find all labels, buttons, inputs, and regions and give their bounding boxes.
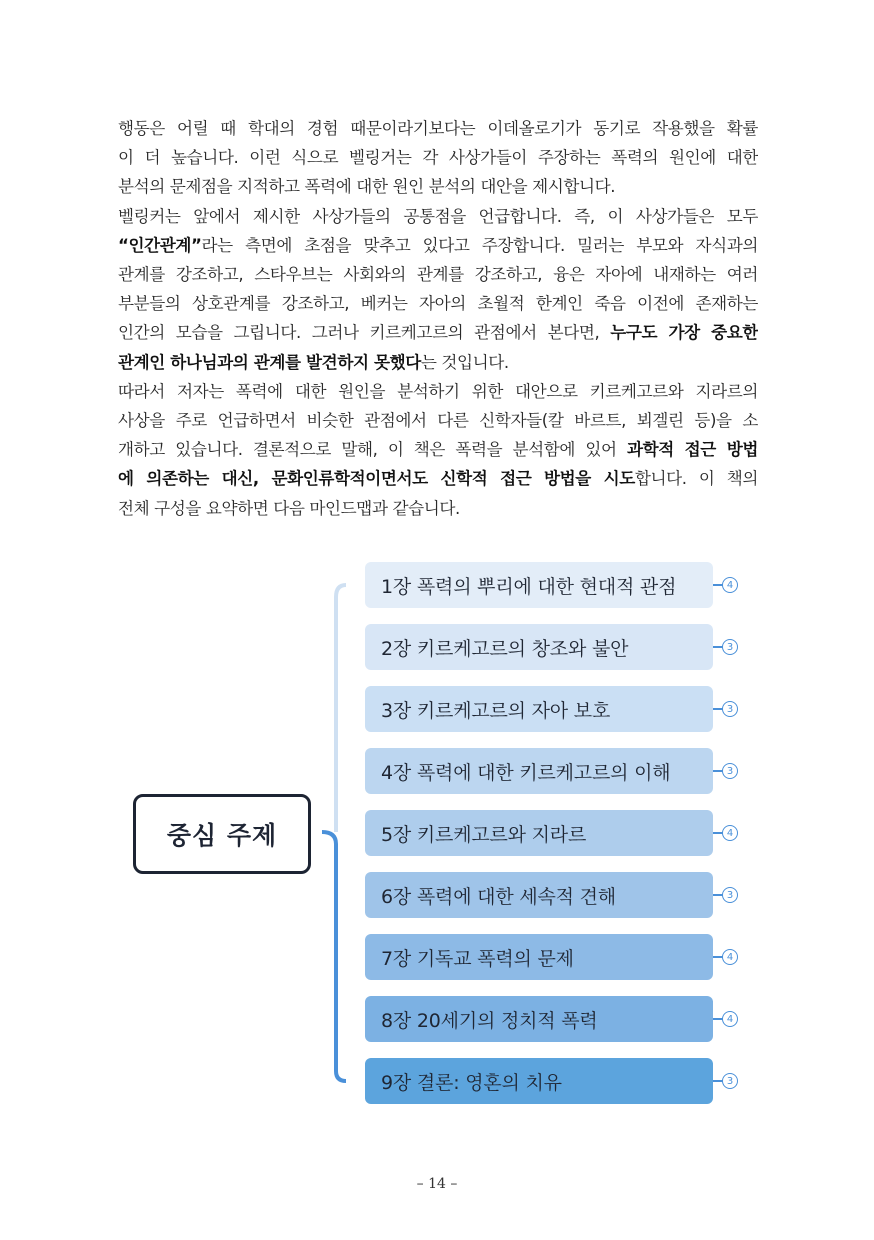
chapter-node[interactable]: 5장 키르케고르와 지라르 <box>365 810 713 856</box>
subtopic-count-badge[interactable]: 3 <box>722 887 738 903</box>
chapter-node[interactable]: 1장 폭력의 뿌리에 대한 현대적 관점 <box>365 562 713 608</box>
emphasis-text: 누구도 가장 중요한 <box>610 323 758 343</box>
text-span: 벨링커는 앞에서 제시한 사상가들의 공통점을 언급합니다. 즉, 이 사상가들은 모두 <box>118 206 758 226</box>
text-span: 행동은 어릴 때 학대의 경험 때문이라기보다는 이데올로기가 동기로 작용했을 확률 <box>118 119 758 138</box>
subtopic-count-badge[interactable]: 4 <box>722 1011 738 1027</box>
emphasis-text: 과학적 접근 방법 <box>626 440 758 460</box>
text-span: 부분들의 상호관계를 강조하고, 베커는 자아의 초월적 한계인 죽음 이전에 존재하는 <box>118 294 758 314</box>
text-span: 분석의 문제점을 지적하고 폭력에 대한 원인 분석의 대안을 제시합니다. <box>118 177 616 197</box>
subtopic-count-badge[interactable]: 4 <box>722 577 738 593</box>
chapter-node[interactable]: 2장 키르케고르의 창조와 불안 <box>365 624 713 670</box>
chapter-node[interactable]: 9장 결론: 영혼의 치유 <box>365 1058 713 1104</box>
subtopic-count-badge[interactable]: 4 <box>722 825 738 841</box>
emphasis-text: “인간관계” <box>118 235 202 255</box>
text-span: 이 더 높습니다. 이런 식으로 벨링거는 각 사상가들이 주장하는 폭력의 원인에 대한 <box>118 148 758 168</box>
central-topic[interactable]: 중심 주제 <box>133 794 311 874</box>
chapter-node[interactable]: 7장 기독교 폭력의 문제 <box>365 934 713 980</box>
text-span: 합니다. 이 책의 <box>634 469 758 489</box>
subtopic-count-badge[interactable]: 3 <box>722 1073 738 1089</box>
chapter-node[interactable]: 3장 키르케고르의 자아 보호 <box>365 686 713 732</box>
text-span: 따라서 저자는 폭력에 대한 원인을 분석하기 위한 대안으로 키르케고르와 지라르의 <box>118 381 758 401</box>
chapter-node[interactable]: 4장 폭력에 대한 키르케고르의 이해 <box>365 748 713 794</box>
text-span: 사상을 주로 언급하면서 비슷한 관점에서 다른 신학자들(칼 바르트, 뵈겔린 등)을 소 <box>118 411 758 431</box>
chapter-node[interactable]: 6장 폭력에 대한 세속적 견해 <box>365 872 713 918</box>
chapter-node[interactable]: 8장 20세기의 정치적 폭력 <box>365 996 713 1042</box>
subtopic-count-badge[interactable]: 3 <box>722 701 738 717</box>
subtopic-count-badge[interactable]: 4 <box>722 949 738 965</box>
subtopic-count-badge[interactable]: 3 <box>722 763 738 779</box>
subtopic-count-badge[interactable]: 3 <box>722 639 738 655</box>
text-span: 인간의 모습을 그립니다. 그러나 키르케고르의 관점에서 본다면, <box>118 323 611 343</box>
text-span: 개하고 있습니다. 결론적으로 말해, 이 책은 폭력을 분석함에 있어 <box>118 440 627 460</box>
text-span: 라는 측면에 초점을 맞추고 있다고 주장합니다. 밀러는 부모와 자식과의 <box>201 235 758 255</box>
emphasis-text: 에 의존하는 대신, 문화인류학적이면서도 신학적 접근 방법을 시도 <box>118 469 635 489</box>
emphasis-text: 관계인 하나님과의 관계를 발견하지 못했다 <box>118 352 421 372</box>
text-span: 전체 구성을 요약하면 다음 마인드맵과 같습니다. <box>118 498 460 518</box>
text-span: 관계를 강조하고, 스타우브는 사회와의 관계를 강조하고, 융은 자아에 내재하는 여러 <box>118 265 758 285</box>
page-number: – 14 – <box>416 1176 458 1192</box>
text-span: 는 것입니다. <box>420 352 509 372</box>
